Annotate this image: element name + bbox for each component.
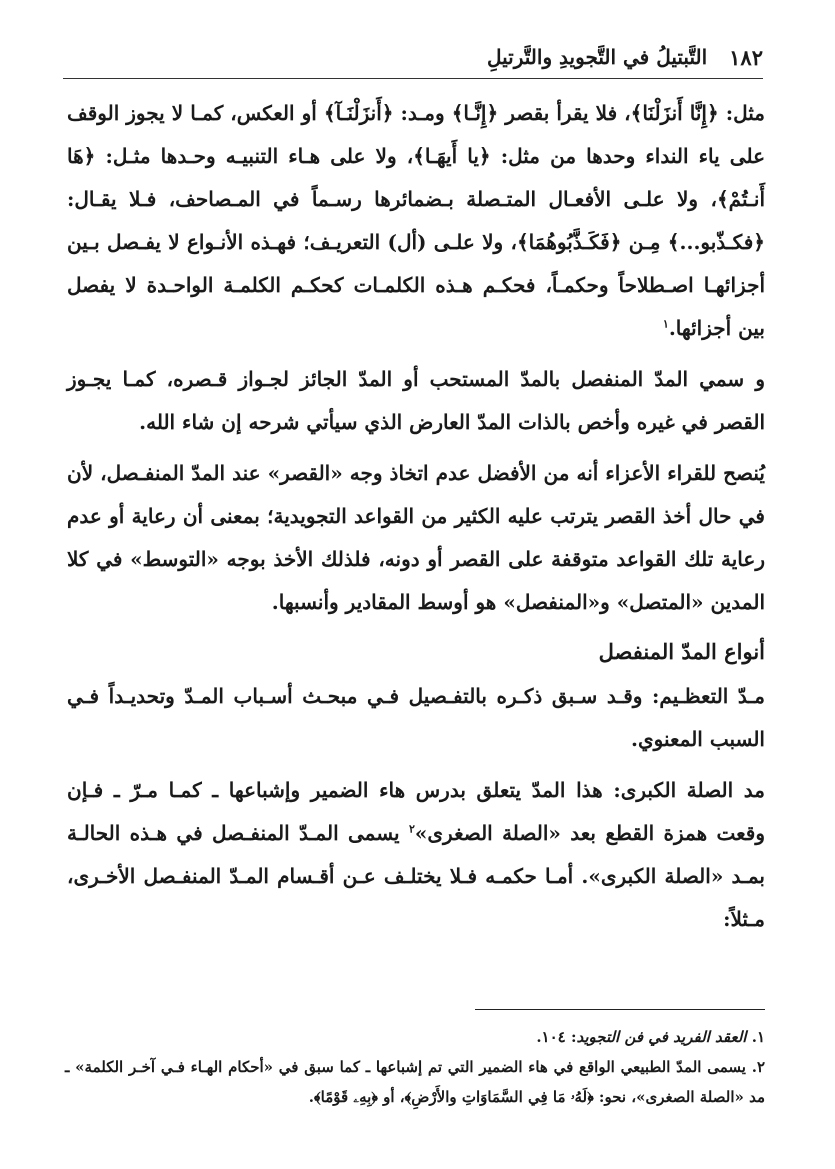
type-taazim-text: وقـد سـبق ذكـره بالتفـصيل فـي مبحـث أسـباب المـدّ وتحديـداً فـي السبب المعنوي. <box>67 684 765 751</box>
footnote-1-source: العقد الفريد في فن التجويد <box>576 1028 747 1046</box>
type-sila-kubra-text-after: يسمى المـدّ المنفـصل في هـذه الحالـة بمـد «الصلة الكبرى». أمـا حكمـه فـلا يختلـف عـن أقـسام المـدّ المنفـصل الأخـرى، مـثلاً: <box>67 821 765 931</box>
footnote-ref-1: ١ <box>662 317 669 331</box>
footnote-2-text: يسمى المدّ الطبيعي الواقع في هاء الضمير التي تم إشباعها ـ كما سبق في «أحكام الهـاء فـي آخـر الكلمة» ـ مد «الصلة الصغرى»، نحو: ﴿لَهُۥ مَا فِي السَّمَاوَاتِ والأَرْضِ﴾، أو ﴿بِهِۦ قَوْمًا﴾. <box>65 1058 765 1106</box>
footnote-ref-2: ٢ <box>408 822 415 836</box>
type-sila-kubra <box>67 769 765 941</box>
footnote-2 <box>65 1052 765 1112</box>
paragraph-1 <box>67 92 765 350</box>
footnote-1 <box>65 1022 765 1052</box>
main-text <box>67 92 765 941</box>
footnotes <box>65 1022 765 1112</box>
paragraph-1-text: مثل: ﴿إِنَّا أَنزَلْنَا﴾، فلا يقرأ بقصر ﴿إِنَّـا﴾ ومـد: ﴿أَنزَلْنَـآ﴾ أو العكس، كمـا لا يجوز الوقف على ياء النداء وحدها من مثل: ﴿يا أَيهَـا﴾، ولا على هـاء التنبيـه وحـدها مثـل: ﴿هَا أَنـتُمْ﴾، ولا علـى الأفعـال المتـصلة بـضمائرها رسـماً في المـصاحف، فـلا يقـال: ﴿فكـذّبو...﴾ مِـن ﴿فَكَـذَّبُوهُمَا﴾، ولا علـى (أل) التعريـف؛ فهـذه الأنـواع لا يفـصل بـين أجزائهـا اصـطلاحاً وحكمـاً، فحكـم هـذه الكلمـات كحكـم الكلمـة الواحـدة لا يفصل بين أجزائها. <box>67 101 765 340</box>
paragraph-2 <box>67 358 765 444</box>
running-header <box>63 40 763 79</box>
footnote-1-number: ١. <box>751 1028 765 1046</box>
type-sila-kubra-term: مد الصلة الكبرى: <box>613 778 766 802</box>
footnote-1-rest: : ١٠٤. <box>536 1028 577 1046</box>
paragraph-2-text: و سمي المدّ المنفصل بالمدّ المستحب أو المدّ الجائز لجـواز قـصره، كمـا يجـوز القصر في غيره وأخص بالذات المدّ العارض الذي سيأتي شرحه إن شاء الله. <box>67 367 765 434</box>
paragraph-3-text: يُنصح للقراء الأعزاء أنه من الأفضل عدم اتخاذ وجه «القصر» عند المدّ المنفـصل، لأن في حال أخذ القصر يترتب عليه الكثير من القواعد التجويدية؛ بمعنى أن رعاية أو عدم رعاية تلك القواعد متوقفة على القصر أو دونه، فلذلك الأخذ بوجه «التوسط» في كلا المدين «المتصل» و«المنفصل» هو أوسط المقادير وأنسبها. <box>67 461 765 614</box>
section-heading: أنواع المدّ المنفصل <box>598 639 765 664</box>
type-sila-kubra-text: هذا المدّ يتعلق بدرس هاء الضمير وإشباعها ـ كمـا مـرّ ـ فـإن وقعت همزة القطع بعد «الصلة الصغرى» <box>67 778 765 845</box>
paragraph-3 <box>67 452 765 624</box>
footnote-2-number: ٢. <box>751 1058 765 1076</box>
page-number: ١٨٢ <box>729 44 763 70</box>
type-taazim-term: مـدّ التعظـيم: <box>652 684 765 708</box>
footnote-divider <box>475 1009 765 1010</box>
book-title: التَّبتيلُ في التَّجويدِ والتَّرتيلِ <box>486 45 708 69</box>
type-taazim <box>67 675 765 761</box>
